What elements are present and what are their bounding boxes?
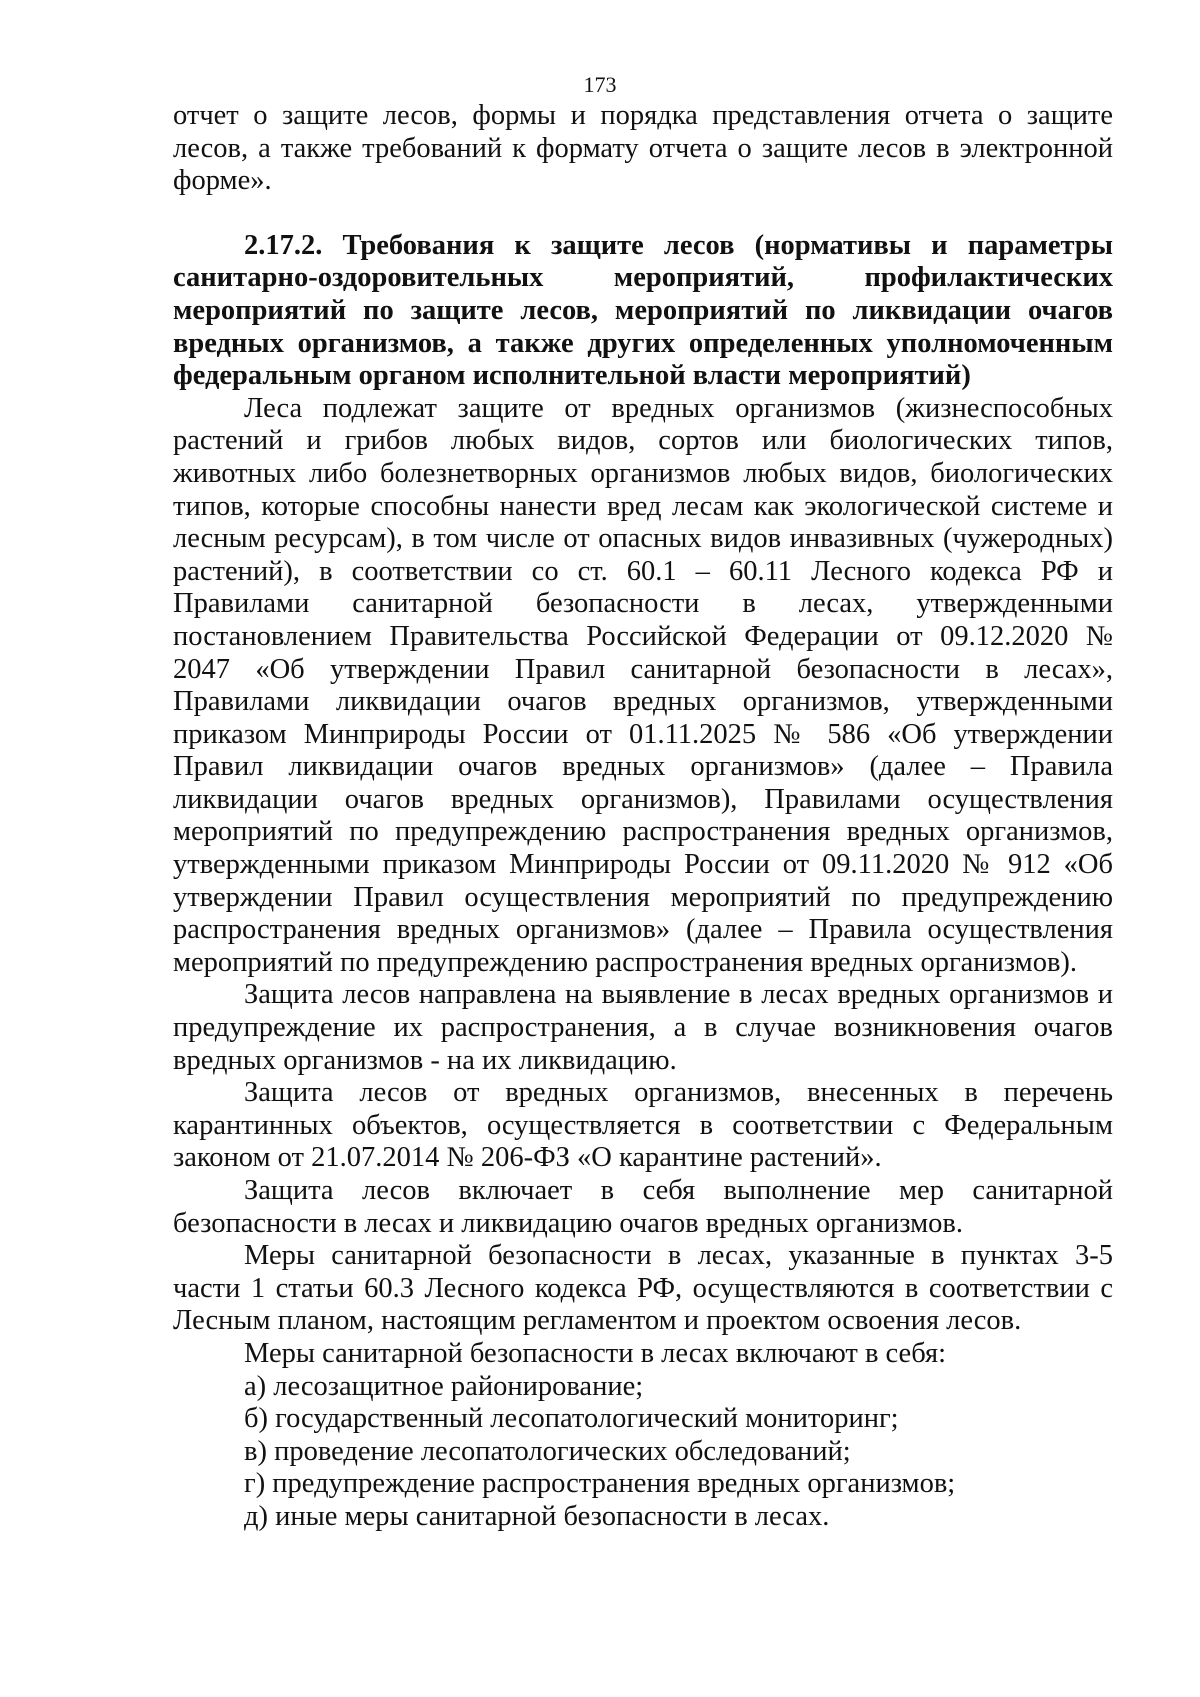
list-item: в) проведение лесопатологических обследований; [244,1435,851,1467]
paragraph-quarantine: Защита лесов от вредных организмов, внесенных в перечень карантинных объектов, осуществляется в соответствии с Федеральным законом от 21.07.2014 № 206-ФЗ «О карантине растений». [173,1077,1113,1174]
paragraph-protection-scope: Защита лесов включает в себя выполнение мер санитарной безопасности в лесах и ликвидацию очагов вредных организмов. [173,1175,1113,1239]
list-item: г) предупреждение распространения вредных организмов; [244,1468,956,1500]
intro-continuation: отчет о защите лесов, формы и порядка представления отчета о защите лесов, а также требований к формату отчета о защите лесов в электронной форме». [173,100,1113,197]
paragraph-sanitary-measures-basis: Меры санитарной безопасности в лесах, указанные в пунктах 3-5 части 1 статьи 60.3 Лесного кодекса РФ, осуществляются в соответствии с Лесным планом, настоящим регламентом и проектом освоения лесов. [173,1240,1113,1337]
document-body [173,100,1113,1534]
paragraph-protection-aim: Защита лесов направлена на выявление в лесах вредных организмов и предупреждение их распространения, а в случае возникновения очагов вредных организмов - на их ликвидацию. [173,979,1113,1076]
list-item: б) государственный лесопатологический мониторинг; [244,1403,899,1435]
paragraph-pests-definition: Леса подлежат защите от вредных организмов (жизнеспособных растений и грибов любых видов, сортов или биологических типов, животных либо болезнетворных организмов любых видов, биологических типов, которые способны нанести вред лесам как экологической системе и лесным ресурсам), в том числе от опасных видов инвазивных (чужеродных) растений), в соответствии со ст. 60.1 – 60.11 Лесного кодекса РФ и Правилами санитарной безопасности в лесах, утвержденными постановлением Правительства Российской Федерации от 09.12.2020 № 2047 «Об утверждении Правил санитарной безопасности в лесах», Правилами ликвидации очагов вредных организмов, утвержденными приказом Минприроды России от 01.11.2025 № 586 «Об утверждении Правил ликвидации очагов вредных организмов» (далее – Правила ликвидации очагов вредных организмов), Правилами осуществления мероприятий по предупреждению распространения вредных организмов, утвержденными приказом Минприроды России от 09.11.2020 № 912 «Об утверждении Правил осуществления мероприятий по предупреждению распространения вредных организмов» (далее – Правила осуществления мероприятий по предупреждению распространения вредных организмов). [173,392,1113,978]
section-heading: 2.17.2. Требования к защите лесов (нормативы и параметры санитарно-оздоровительных мероприятий, профилактических мероприятий по защите лесов, мероприятий по ликвидации очагов вредных организмов, а также других определенных уполномоченным федеральным органом исполнительной власти мероприятий) [173,229,1113,392]
measures-list [173,1371,1113,1534]
page-number: 173 [583,72,617,97]
paragraph-measures-intro: Меры санитарной безопасности в лесах включают в себя: [244,1337,947,1369]
list-item: а) лесозащитное районирование; [244,1370,644,1402]
list-item: д) иные меры санитарной безопасности в лесах. [244,1500,830,1532]
